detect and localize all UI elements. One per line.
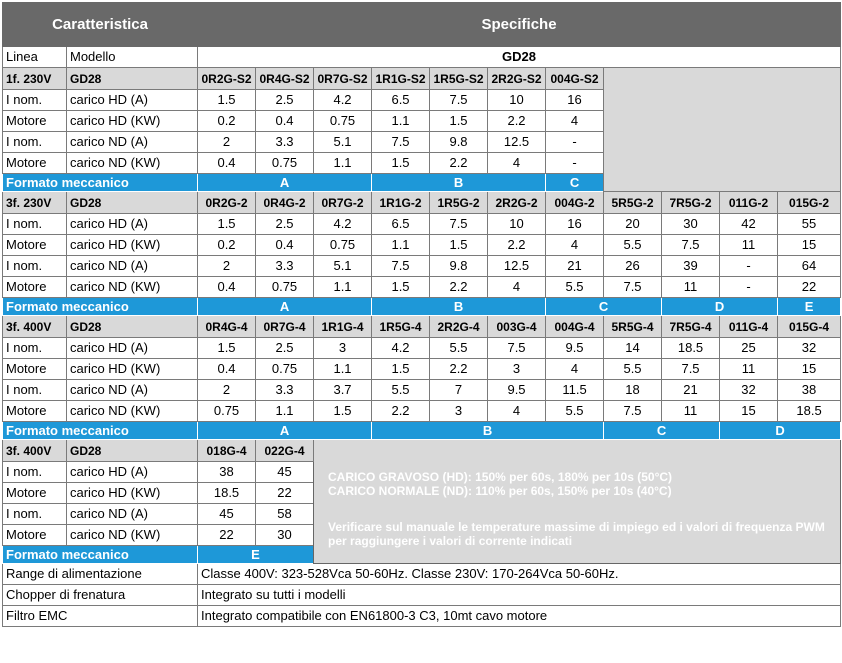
format-a: A xyxy=(198,174,372,192)
model-code: 004G-4 xyxy=(546,316,604,338)
model-code: 0R4G-S2 xyxy=(256,68,314,90)
row-label: Motore xyxy=(3,235,67,256)
cell-value: 5.5 xyxy=(430,338,488,359)
model-code: 2R2G-2 xyxy=(488,192,546,214)
cell-value: 2.5 xyxy=(256,338,314,359)
cell-value: 30 xyxy=(256,525,314,546)
cell-value: 42 xyxy=(720,214,778,235)
section-model: GD28 xyxy=(67,316,198,338)
footer-row-chopper xyxy=(3,585,841,606)
spec-table xyxy=(2,2,841,627)
model-code: 004G-S2 xyxy=(546,68,604,90)
cell-value: 0.75 xyxy=(314,111,372,132)
cell-value: 0.4 xyxy=(256,111,314,132)
cell-value: 18.5 xyxy=(198,483,256,504)
cell-value: 20 xyxy=(604,214,662,235)
footer-value: Integrato compatibile con EN61800-3 C3, 10mt cavo motore xyxy=(198,606,841,627)
footer-row-emc xyxy=(3,606,841,627)
cell-value: 4 xyxy=(546,111,604,132)
cell-value: 26 xyxy=(604,256,662,277)
format-e: E xyxy=(778,298,841,316)
row-label: Motore xyxy=(3,359,67,380)
section-line: 3f. 230V xyxy=(3,192,67,214)
cell-value: 18.5 xyxy=(778,401,841,422)
row-sublabel: carico HD (KW) xyxy=(67,359,198,380)
cell-value: 3.7 xyxy=(314,380,372,401)
cell-value: 2 xyxy=(198,380,256,401)
row-label: I nom. xyxy=(3,504,67,525)
cell-value: 1.5 xyxy=(198,214,256,235)
cell-value: 1.1 xyxy=(372,235,430,256)
modello-label: Modello xyxy=(67,47,198,68)
table-row xyxy=(3,338,841,359)
empty-grey-area xyxy=(604,68,841,192)
model-code: 0R7G-2 xyxy=(314,192,372,214)
model-code: 004G-2 xyxy=(546,192,604,214)
table-row xyxy=(3,359,841,380)
cell-value: 1.5 xyxy=(314,401,372,422)
cell-value: 5.5 xyxy=(546,277,604,298)
row-label: I nom. xyxy=(3,338,67,359)
cell-value: 2.2 xyxy=(488,111,546,132)
cell-value: 0.4 xyxy=(198,277,256,298)
format-row xyxy=(3,422,841,440)
model-code: 2R2G-S2 xyxy=(488,68,546,90)
family-label: GD28 xyxy=(198,47,841,68)
cell-value: 7.5 xyxy=(430,214,488,235)
cell-value: 5.1 xyxy=(314,132,372,153)
model-code: 7R5G-2 xyxy=(662,192,720,214)
cell-value: 2.5 xyxy=(256,214,314,235)
cell-value: 1.5 xyxy=(430,111,488,132)
cell-value: 4.2 xyxy=(314,90,372,111)
cell-value: 7.5 xyxy=(604,401,662,422)
section-model: GD28 xyxy=(67,192,198,214)
row-label: I nom. xyxy=(3,90,67,111)
footer-label: Chopper di frenatura xyxy=(3,585,198,606)
table-row xyxy=(3,401,841,422)
cell-value: 15 xyxy=(720,401,778,422)
note-verify: Verificare sul manuale le temperature massime di impiego ed i valori di frequenza PWM per raggiungere i valori di corrente indicati xyxy=(328,520,825,548)
model-code: 5R5G-2 xyxy=(604,192,662,214)
cell-value: 16 xyxy=(546,214,604,235)
cell-value: 4.2 xyxy=(314,214,372,235)
format-e: E xyxy=(198,546,314,564)
cell-value: 10 xyxy=(488,90,546,111)
model-code: 011G-4 xyxy=(720,316,778,338)
row-sublabel: carico HD (KW) xyxy=(67,483,198,504)
cell-value: 2 xyxy=(198,256,256,277)
row-label: Motore xyxy=(3,483,67,504)
cell-value: 15 xyxy=(778,235,841,256)
model-code: 011G-2 xyxy=(720,192,778,214)
cell-value: 2.2 xyxy=(372,401,430,422)
cell-value: 64 xyxy=(778,256,841,277)
row-sublabel: carico ND (KW) xyxy=(67,153,198,174)
model-code: 1R1G-4 xyxy=(314,316,372,338)
section-model: GD28 xyxy=(67,68,198,90)
format-c: C xyxy=(546,174,604,192)
cell-value: 18 xyxy=(604,380,662,401)
cell-value: 3.3 xyxy=(256,132,314,153)
format-label: Formato meccanico xyxy=(3,298,198,316)
model-code: 1R1G-S2 xyxy=(372,68,430,90)
table-row xyxy=(3,256,841,277)
row-label: I nom. xyxy=(3,462,67,483)
model-code: 015G-2 xyxy=(778,192,841,214)
model-code: 1R5G-4 xyxy=(372,316,430,338)
cell-value: 1.5 xyxy=(430,235,488,256)
cell-value: 7.5 xyxy=(372,132,430,153)
cell-value: - xyxy=(720,256,778,277)
cell-value: 7.5 xyxy=(662,359,720,380)
cell-value: 0.75 xyxy=(314,235,372,256)
cell-value: 5.5 xyxy=(546,401,604,422)
cell-value: 30 xyxy=(662,214,720,235)
cell-value: 1.5 xyxy=(372,277,430,298)
cell-value: 5.1 xyxy=(314,256,372,277)
note-nd: CARICO NORMALE (ND): 110% per 60s, 150% per 10s (40°C) xyxy=(328,484,672,498)
cell-value: 1.5 xyxy=(198,90,256,111)
header-specifiche: Specifiche xyxy=(198,3,841,47)
row-label: Motore xyxy=(3,525,67,546)
cell-value: 58 xyxy=(256,504,314,525)
cell-value: 1.5 xyxy=(198,338,256,359)
cell-value: 18.5 xyxy=(662,338,720,359)
section-line: 1f. 230V xyxy=(3,68,67,90)
row-sublabel: carico HD (KW) xyxy=(67,111,198,132)
cell-value: 7.5 xyxy=(662,235,720,256)
cell-value: 11 xyxy=(720,359,778,380)
model-code: 0R7G-S2 xyxy=(314,68,372,90)
cell-value: 12.5 xyxy=(488,132,546,153)
row-label: Motore xyxy=(3,401,67,422)
cell-value: 21 xyxy=(662,380,720,401)
row-sublabel: carico ND (A) xyxy=(67,132,198,153)
cell-value: 0.75 xyxy=(256,153,314,174)
row-label: I nom. xyxy=(3,214,67,235)
cell-value: 4 xyxy=(488,401,546,422)
cell-value: 11 xyxy=(662,401,720,422)
format-b: B xyxy=(372,422,604,440)
cell-value: 4.2 xyxy=(372,338,430,359)
cell-value: 0.75 xyxy=(198,401,256,422)
cell-value: 9.8 xyxy=(430,256,488,277)
cell-value: 2 xyxy=(198,132,256,153)
footer-value: Classe 400V: 323-528Vca 50-60Hz. Classe 230V: 170-264Vca 50-60Hz. xyxy=(198,564,841,585)
cell-value: 11 xyxy=(662,277,720,298)
cell-value: 38 xyxy=(198,462,256,483)
table-row xyxy=(3,277,841,298)
cell-value: 22 xyxy=(198,525,256,546)
footer-label: Filtro EMC xyxy=(3,606,198,627)
notes-panel xyxy=(314,440,841,564)
cell-value: 4 xyxy=(546,235,604,256)
header-caratteristica: Caratteristica xyxy=(3,3,198,47)
cell-value: 15 xyxy=(778,359,841,380)
cell-value: 3.3 xyxy=(256,380,314,401)
row-label: I nom. xyxy=(3,132,67,153)
intro-row xyxy=(3,47,841,68)
model-code: 1R5G-2 xyxy=(430,192,488,214)
cell-value: 45 xyxy=(198,504,256,525)
row-sublabel: carico HD (A) xyxy=(67,338,198,359)
cell-value: 11 xyxy=(720,235,778,256)
cell-value: 7 xyxy=(430,380,488,401)
format-b: B xyxy=(372,174,546,192)
row-sublabel: carico HD (A) xyxy=(67,90,198,111)
footer-label: Range di alimentazione xyxy=(3,564,198,585)
cell-value: 2.2 xyxy=(488,235,546,256)
row-sublabel: carico ND (KW) xyxy=(67,525,198,546)
format-label: Formato meccanico xyxy=(3,422,198,440)
table-header-row xyxy=(3,3,841,47)
row-label: I nom. xyxy=(3,380,67,401)
cell-value: 5.5 xyxy=(604,359,662,380)
cell-value: 14 xyxy=(604,338,662,359)
format-row xyxy=(3,298,841,316)
cell-value: 9.8 xyxy=(430,132,488,153)
cell-value: 1.1 xyxy=(314,359,372,380)
section-line: 3f. 400V xyxy=(3,440,67,462)
model-code: 018G-4 xyxy=(198,440,256,462)
model-code: 015G-4 xyxy=(778,316,841,338)
cell-value: 38 xyxy=(778,380,841,401)
model-code: 5R5G-4 xyxy=(604,316,662,338)
format-label: Formato meccanico xyxy=(3,546,198,564)
footer-row-supply xyxy=(3,564,841,585)
cell-value: 3.3 xyxy=(256,256,314,277)
cell-value: 5.5 xyxy=(372,380,430,401)
section-header-row xyxy=(3,440,841,462)
format-d: D xyxy=(662,298,778,316)
row-sublabel: carico ND (KW) xyxy=(67,277,198,298)
format-a: A xyxy=(198,422,372,440)
model-code: 0R4G-2 xyxy=(256,192,314,214)
cell-value: 45 xyxy=(256,462,314,483)
model-code: 0R7G-4 xyxy=(256,316,314,338)
cell-value: 7.5 xyxy=(430,90,488,111)
cell-value: 0.4 xyxy=(198,153,256,174)
cell-value: - xyxy=(546,153,604,174)
model-code: 1R5G-S2 xyxy=(430,68,488,90)
format-a: A xyxy=(198,298,372,316)
cell-value: 7.5 xyxy=(604,277,662,298)
section-line: 3f. 400V xyxy=(3,316,67,338)
cell-value: 55 xyxy=(778,214,841,235)
cell-value: 1.1 xyxy=(314,277,372,298)
cell-value: 16 xyxy=(546,90,604,111)
row-label: Motore xyxy=(3,153,67,174)
cell-value: 0.4 xyxy=(256,235,314,256)
cell-value: 6.5 xyxy=(372,90,430,111)
cell-value: 0.2 xyxy=(198,111,256,132)
section-model: GD28 xyxy=(67,440,198,462)
model-code: 003G-4 xyxy=(488,316,546,338)
model-code: 2R2G-4 xyxy=(430,316,488,338)
table-row xyxy=(3,214,841,235)
cell-value: 3 xyxy=(488,359,546,380)
model-code: 7R5G-4 xyxy=(662,316,720,338)
cell-value: 22 xyxy=(778,277,841,298)
cell-value: 4 xyxy=(488,153,546,174)
row-label: Motore xyxy=(3,277,67,298)
row-sublabel: carico ND (A) xyxy=(67,504,198,525)
cell-value: 22 xyxy=(256,483,314,504)
note-hd: CARICO GRAVOSO (HD): 150% per 60s, 180% per 10s (50°C) xyxy=(328,470,673,484)
row-label: Motore xyxy=(3,111,67,132)
section-header-row xyxy=(3,192,841,214)
cell-value: 1.1 xyxy=(372,111,430,132)
table-row xyxy=(3,235,841,256)
row-sublabel: carico HD (A) xyxy=(67,214,198,235)
cell-value: 0.2 xyxy=(198,235,256,256)
cell-value: 9.5 xyxy=(488,380,546,401)
row-sublabel: carico ND (A) xyxy=(67,256,198,277)
cell-value: 10 xyxy=(488,214,546,235)
cell-value: 1.1 xyxy=(314,153,372,174)
cell-value: 25 xyxy=(720,338,778,359)
cell-value: 2.2 xyxy=(430,153,488,174)
cell-value: 0.75 xyxy=(256,277,314,298)
format-c: C xyxy=(546,298,662,316)
cell-value: 21 xyxy=(546,256,604,277)
section-header-row xyxy=(3,68,841,90)
linea-label: Linea xyxy=(3,47,67,68)
cell-value: 32 xyxy=(720,380,778,401)
section-header-row xyxy=(3,316,841,338)
cell-value: 1.5 xyxy=(372,359,430,380)
model-code: 1R1G-2 xyxy=(372,192,430,214)
cell-value: 5.5 xyxy=(604,235,662,256)
cell-value: 0.75 xyxy=(256,359,314,380)
cell-value: 7.5 xyxy=(488,338,546,359)
model-code: 0R2G-2 xyxy=(198,192,256,214)
format-label: Formato meccanico xyxy=(3,174,198,192)
cell-value: 3 xyxy=(314,338,372,359)
row-label: I nom. xyxy=(3,256,67,277)
cell-value: 3 xyxy=(430,401,488,422)
row-sublabel: carico ND (KW) xyxy=(67,401,198,422)
model-code: 0R4G-4 xyxy=(198,316,256,338)
cell-value: 32 xyxy=(778,338,841,359)
table-row xyxy=(3,380,841,401)
cell-value: 2.5 xyxy=(256,90,314,111)
format-d: D xyxy=(720,422,841,440)
cell-value: 2.2 xyxy=(430,359,488,380)
model-code: 022G-4 xyxy=(256,440,314,462)
cell-value: 1.1 xyxy=(256,401,314,422)
cell-value: 7.5 xyxy=(372,256,430,277)
row-sublabel: carico ND (A) xyxy=(67,380,198,401)
row-sublabel: carico HD (A) xyxy=(67,462,198,483)
format-b: B xyxy=(372,298,546,316)
row-sublabel: carico HD (KW) xyxy=(67,235,198,256)
cell-value: - xyxy=(546,132,604,153)
model-code: 0R2G-S2 xyxy=(198,68,256,90)
cell-value: 0.4 xyxy=(198,359,256,380)
cell-value: - xyxy=(720,277,778,298)
cell-value: 1.5 xyxy=(372,153,430,174)
format-c: C xyxy=(604,422,720,440)
cell-value: 39 xyxy=(662,256,720,277)
cell-value: 6.5 xyxy=(372,214,430,235)
footer-value: Integrato su tutti i modelli xyxy=(198,585,841,606)
cell-value: 4 xyxy=(488,277,546,298)
cell-value: 2.2 xyxy=(430,277,488,298)
cell-value: 11.5 xyxy=(546,380,604,401)
cell-value: 4 xyxy=(546,359,604,380)
cell-value: 9.5 xyxy=(546,338,604,359)
cell-value: 12.5 xyxy=(488,256,546,277)
